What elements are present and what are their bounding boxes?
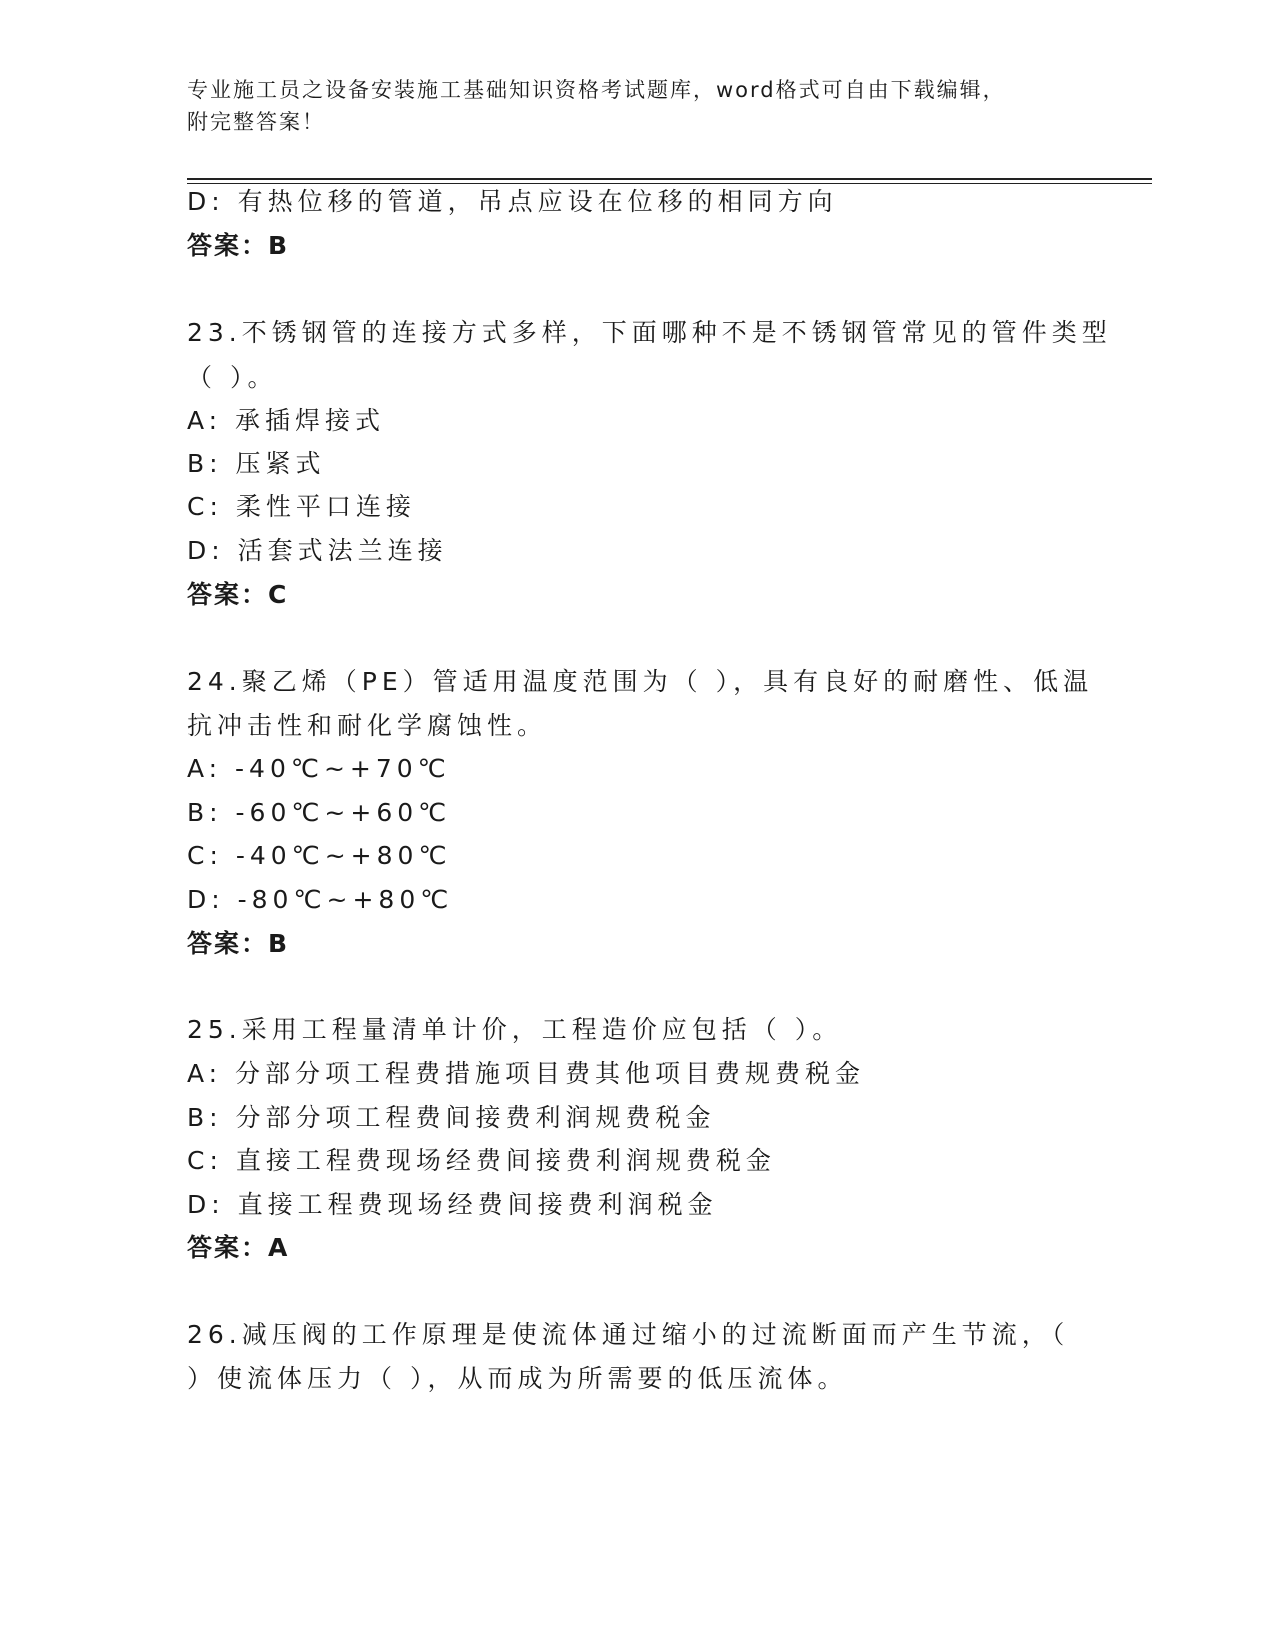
q23-option-b: B: 压紧式: [187, 449, 326, 478]
q26-stem-line-2: ）使流体压力（ ），从而成为所需要的低压流体。: [187, 1364, 848, 1393]
q23-option-c: C: 柔性平口连接: [187, 492, 416, 521]
q23-option-a: A: 承插焊接式: [187, 406, 386, 435]
q24-option-c: C: -40℃~+80℃: [187, 841, 452, 870]
q23-option-d: D: 活套式法兰连接: [187, 536, 448, 565]
header-divider-thin: [187, 183, 1152, 184]
header-divider-thick: [187, 178, 1152, 180]
q25-option-a: A: 分部分项工程费措施项目费其他项目费规费税金: [187, 1059, 866, 1088]
q24-stem-line-2: 抗冲击性和耐化学腐蚀性。: [187, 711, 548, 740]
q25-option-c: C: 直接工程费现场经费间接费利润规费税金: [187, 1146, 776, 1175]
q25-stem-line-1: 25.采用工程量清单计价，工程造价应包括（ ）。: [187, 1015, 843, 1044]
q24-stem-line-1: 24.聚乙烯（PE）管适用温度范围为（ ），具有良好的耐磨性、低温: [187, 667, 1094, 696]
header-line-2: 附完整答案！: [187, 110, 325, 134]
page-header: [187, 74, 1087, 138]
q24-option-b: B: -60℃~+60℃: [187, 798, 452, 827]
q24-option-a: A: -40℃~+70℃: [187, 754, 451, 783]
q25-answer: 答案：A: [187, 1233, 290, 1262]
q23-stem-line-2: （ ）。: [187, 363, 278, 392]
q23-answer: 答案：C: [187, 580, 289, 609]
q23-stem-line-1: 23.不锈钢管的连接方式多样，下面哪种不是不锈钢管常见的管件类型: [187, 318, 1112, 347]
prev-option-d: D: 有热位移的管道，吊点应设在位移的相同方向: [187, 187, 838, 216]
q24-option-d: D: -80℃~+80℃: [187, 885, 454, 914]
q26-stem-line-1: 26.减压阀的工作原理是使流体通过缩小的过流断面而产生节流，（: [187, 1320, 1070, 1349]
q25-option-b: B: 分部分项工程费间接费利润规费税金: [187, 1103, 716, 1132]
q25-option-d: D: 直接工程费现场经费间接费利润税金: [187, 1190, 718, 1219]
header-line-1: 专业施工员之设备安装施工基础知识资格考试题库，word格式可自由下载编辑，: [187, 78, 1006, 102]
q24-answer: 答案：B: [187, 929, 290, 958]
prev-answer: 答案：B: [187, 231, 290, 260]
